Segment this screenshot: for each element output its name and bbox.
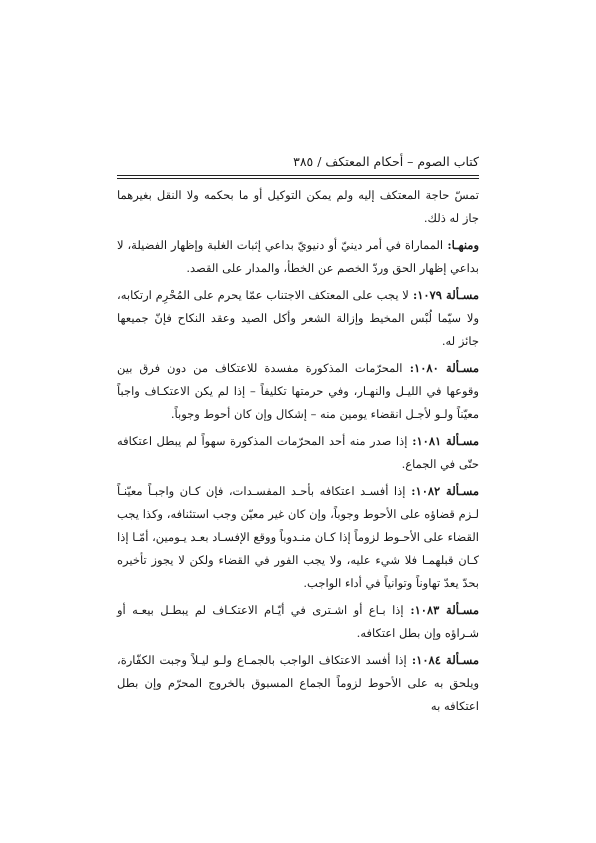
paragraph-lead: مسـألة ١٠٨٤: — [406, 653, 480, 667]
paragraph-text: تمسّ حاجة المعتكف إليه ولم يمكن التوكيل أو ما بحكمه ولا النقل بغيرهما جاز له ذلك. — [117, 188, 479, 225]
paragraph-text: لا يجب على المعتكف الاجتناب عمّا يحرم على المُحْرِم ارتكابه، ولا سيّما لُبْس المخيط وإزالة الشعر وأكل الصيد وعقد النكاح فإنّ جميعها جائز له. — [117, 288, 479, 348]
paragraph-text: إذا أفسد الاعتكاف الواجب بالجمـاع ولـو ليـلاً وجبت الكفّارة، ويلحق به على الأحوط لزوماً الجماع المسبوق بالخروج المحرّم وإن بطل اعتكافه به — [117, 653, 479, 713]
paragraph-text: إذا صدر منه أحد المحرّمات المذكورة سهواً لم يبطل اعتكافه حتّى في الجماع. — [117, 434, 479, 471]
paragraph-lead: مسـألة ١٠٧٩: — [408, 288, 479, 302]
paragraph-lead: مسـألة ١٠٨٣: — [403, 603, 480, 617]
paragraph-issue-1080 — [117, 357, 479, 426]
paragraph-text: إذا أفسـد اعتكافه بأحـد المفسـدات، فإن كـان واجبـاً معيّنـاً لـزم قضاؤه على الأحوط وجوباً، وإن كان غير معيّن وجب استئنافه، وكذا يجب القضاء على الأحـوط لزوماً إذا كـان منـدوباً ووقع الإفسـاد بعـد يـومين، أمّـا إذا كـان قبلهمـا فلا شيء عليه، ولا يجب الفور في القضاء ولكن لا يجوز تأخيره بحدّ يعدّ تهاوناً وتوانياً في أداء الواجب. — [117, 484, 479, 590]
paragraph-lead: مسـألة ١٠٨١: — [407, 434, 479, 448]
page-body — [117, 184, 479, 722]
paragraph-issue-1083 — [117, 599, 479, 645]
paragraph-text: إذا بـاع أو اشـترى في أيّـام الاعتكـاف لم يبطـل بيعـه أو شـراؤه وإن بطل اعتكافه. — [117, 603, 479, 640]
paragraph-issue-1081 — [117, 430, 479, 476]
paragraph-lead: ومنهـا: — [443, 238, 479, 252]
paragraph-issue-1079 — [117, 284, 479, 353]
paragraph-text: المماراة في أمر دينيّ أو دنيويّ بداعي إثبات الغلبة وإظهار الفضيلة، لا بداعي إظهار الحق وردّ الخصم عن الخطأ، والمدار على القصد. — [117, 238, 479, 275]
paragraph-lead: مسـألة ١٠٨٠: — [402, 361, 480, 375]
paragraph-lead: مسـألة ١٠٨٢: — [405, 484, 480, 498]
paragraph-issue-1084 — [117, 649, 479, 718]
paragraph-text: المحرّمات المذكورة مفسدة للاعتكاف من دون فرق بين وقوعها في الليـل والنهـار، وفي حرمتها تكليفاً – إذا لم يكن الاعتكـاف واجباً معيّناً ولـو لأجـل انقضاء يومين منه – إشكال وإن كان أحوط وجوباً. — [117, 361, 479, 421]
paragraph-disputation — [117, 234, 479, 280]
header-rule-top — [117, 175, 479, 176]
running-header: كتاب الصوم – أحكام المعتكف / ٣٨٥ — [293, 154, 479, 169]
paragraph-continuation — [117, 184, 479, 230]
header-rule-bottom — [117, 178, 479, 179]
paragraph-issue-1082 — [117, 480, 479, 595]
